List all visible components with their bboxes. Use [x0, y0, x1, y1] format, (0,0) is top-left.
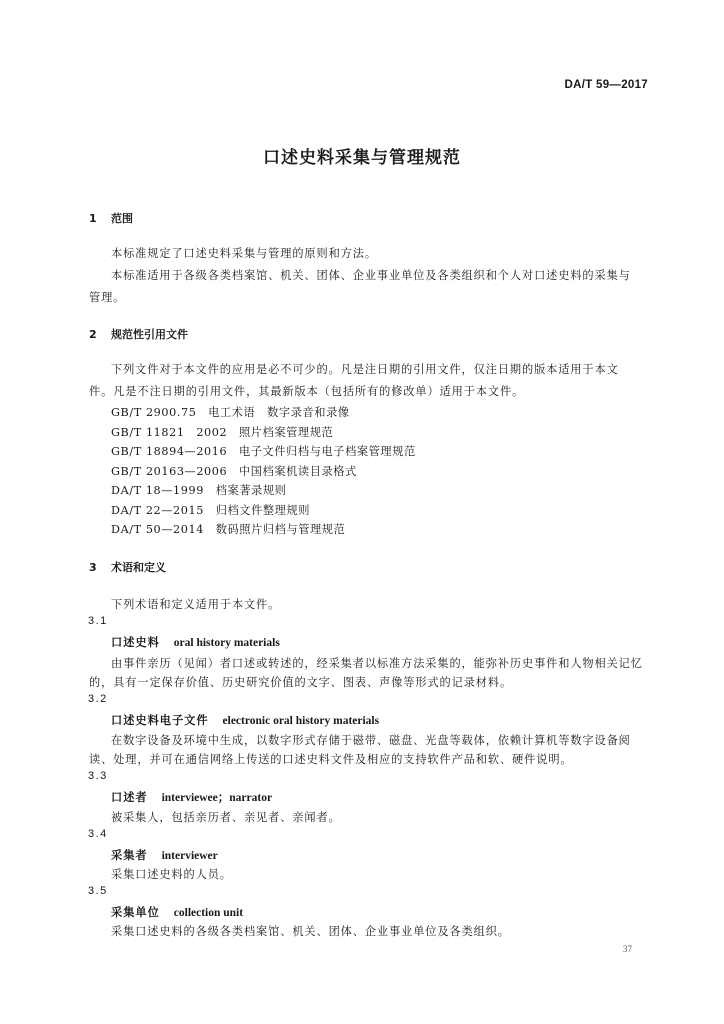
term-definition: 采集口述史料的各级各类档案馆、机关、团体、企业事业单位及各类组织。 [111, 925, 510, 938]
clause-number: 3.5 [88, 885, 108, 897]
section-title: 术语和定义 [111, 561, 166, 574]
term-chinese: 口述者 [111, 791, 148, 804]
paragraph: 下列文件对于本文件的应用是必不可少的。凡是注日期的引用文件，仅注日期的版本适用于本文 [111, 363, 619, 376]
paragraph: 本标准适用于各级各类档案馆、机关、团体、企业事业单位及各类组织和个人对口述史料的采集与 [111, 269, 631, 282]
term-entry [111, 847, 218, 863]
paragraph: 下列术语和定义适用于本文件。 [111, 598, 281, 611]
paragraph: 本标准规定了口述史料采集与管理的原则和方法。 [111, 247, 377, 260]
document-title: 口述史料采集与管理规范 [263, 148, 461, 168]
document-number: DA/T 59—2017 [564, 79, 648, 91]
term-entry [111, 712, 379, 728]
reference-item: DA/T 18—1999 档案著录规则 [111, 484, 287, 497]
clause-number: 3.2 [88, 693, 108, 705]
term-definition: 采集口述史料的人员。 [111, 868, 232, 881]
reference-item: GB/T 18894—2016 电子文件归档与电子档案管理规范 [111, 445, 416, 458]
section-3-heading [89, 559, 166, 575]
section-2-heading [89, 326, 188, 342]
section-number: 1 [89, 212, 97, 225]
reference-item: GB/T 11821 2002 照片档案管理规范 [111, 426, 334, 439]
reference-item: GB/T 2900.75 电工术语 数字录音和录像 [111, 406, 350, 419]
term-chinese: 口述史料电子文件 [111, 714, 209, 727]
section-number: 2 [89, 328, 97, 341]
term-definition: 读、处理，并可在通信网络上传送的口述史料文件及相应的支持软件产品和软、硬件说明。 [89, 753, 573, 766]
section-title: 范围 [111, 212, 133, 225]
reference-item: DA/T 22—2015 归档文件整理规则 [111, 504, 311, 517]
term-english: oral history materials [173, 637, 280, 649]
term-definition: 在数字设备及环境中生成，以数字形式存储于磁带、磁盘、光盘等载体，依赖计算机等数字设备阅 [111, 734, 631, 747]
term-chinese: 采集单位 [111, 906, 160, 919]
term-english: electronic oral history materials [222, 715, 380, 727]
term-entry [111, 904, 243, 920]
section-1-heading [89, 210, 133, 226]
clause-number: 3.1 [88, 615, 108, 627]
term-english: collection unit [173, 907, 244, 919]
term-chinese: 口述史料 [111, 636, 160, 649]
paragraph: 件。凡是不注日期的引用文件，其最新版本（包括所有的修改单）适用于本文件。 [89, 385, 525, 398]
section-number: 3 [89, 561, 97, 574]
clause-number: 3.3 [88, 770, 108, 782]
term-entry [111, 634, 280, 650]
clause-number: 3.4 [88, 828, 108, 840]
reference-item: GB/T 20163—2006 中国档案机读目录格式 [111, 465, 357, 478]
term-english: interviewer [161, 850, 218, 862]
term-entry [111, 789, 272, 805]
page-number: 37 [623, 944, 632, 954]
section-title: 规范性引用文件 [111, 328, 188, 341]
reference-item: DA/T 50—2014 数码照片归档与管理规范 [111, 523, 346, 536]
term-definition: 被采集人，包括亲历者、亲见者、亲闻者。 [111, 811, 341, 824]
term-chinese: 采集者 [111, 849, 148, 862]
term-english: interviewee；narrator [161, 792, 273, 804]
term-definition: 的，具有一定保存价值、历史研究价值的文字、图表、声像等形式的记录材料。 [89, 676, 513, 689]
paragraph: 管理。 [89, 291, 126, 304]
term-definition: 由事件亲历（见闻）者口述或转述的，经采集者以标准方法采集的，能弥补历史事件和人物相关记忆 [111, 657, 643, 670]
